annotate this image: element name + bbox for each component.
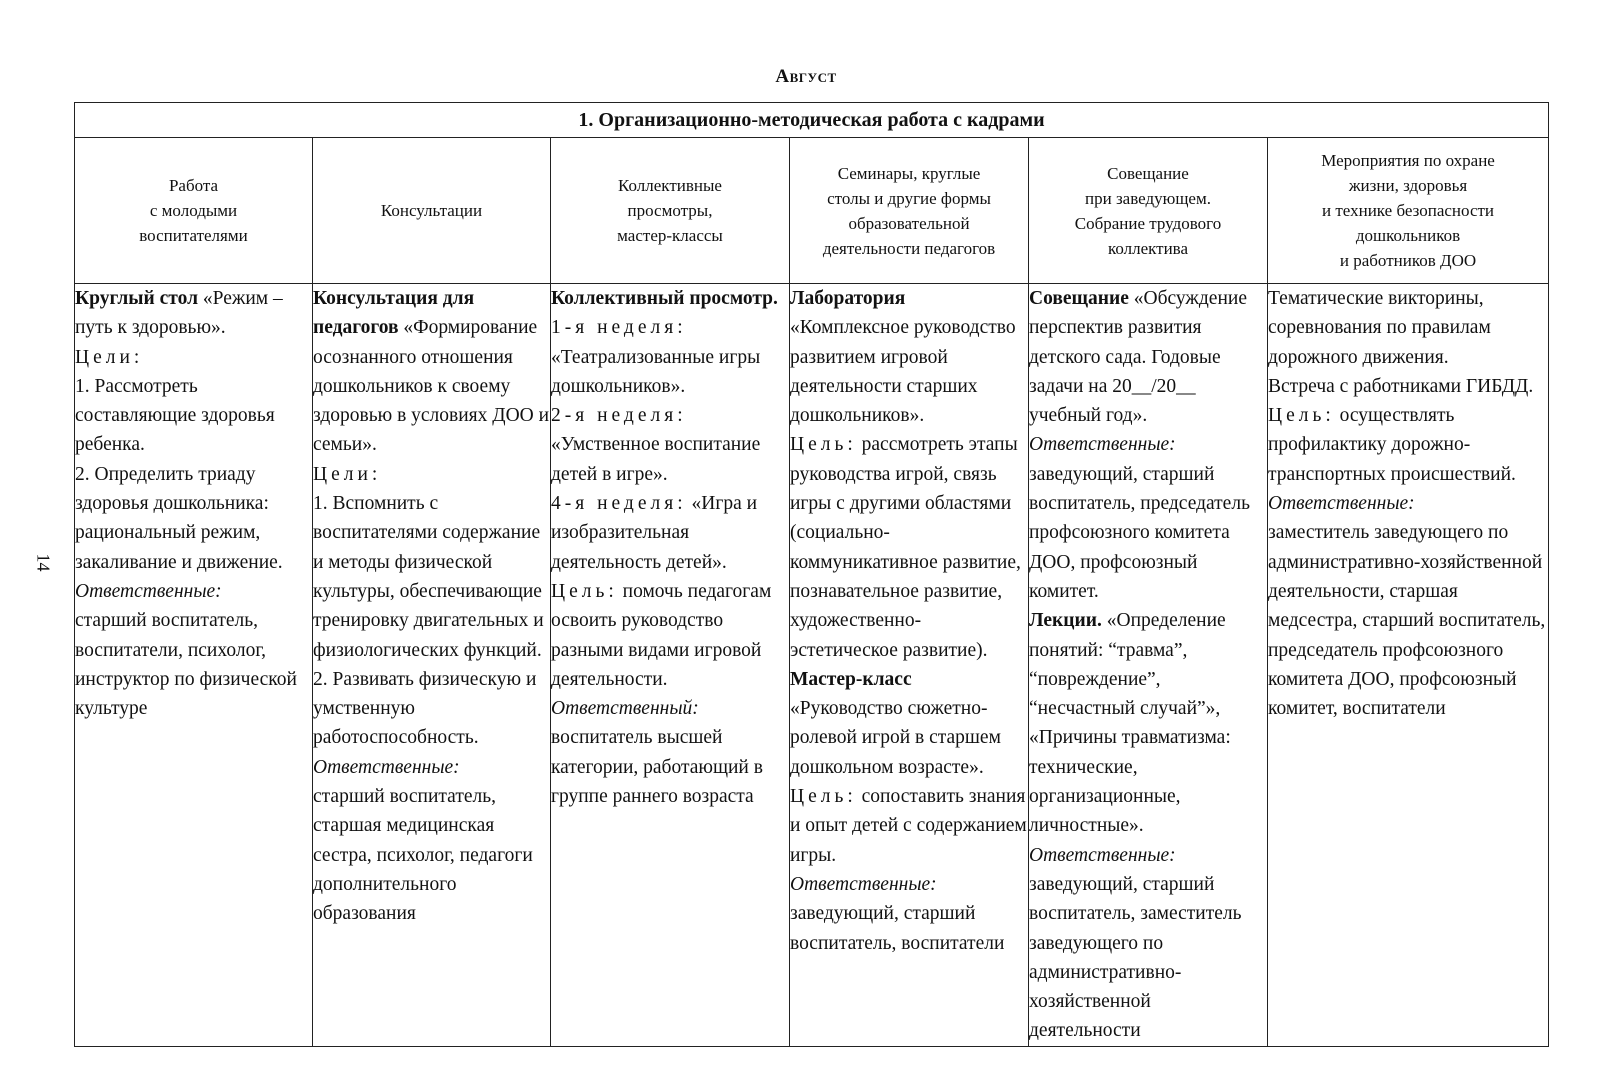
cell-safety: Тематические викторины, соревнования по правилам дорожного движения. Встреча с работниками ГИБДД. Цель: осуществлять профилактику дорожно-транспортных происшествий. Ответственные: заместитель заведующего по административно-хозяйственной деятельности, старшая медсестра, старший воспитатель, председатель профсоюзного комитета ДОО, профсоюзный комитет, воспитатели: [1268, 284, 1549, 1047]
header-consultations: Консультации: [313, 138, 551, 284]
header-meeting: Совещание при заведующем. Собрание трудового коллектива: [1029, 138, 1268, 284]
cell-seminars: Лаборатория «Комплексное руководство развитием игровой деятельности старших дошкольников». Цель: рассмотреть этапы руководства игрой, связь игры с другими областями (социально-коммуникативное развитие, познавательное развитие, художественно-эстетическое развитие). Мастер-класс «Руководство сюжетно-ролевой игрой в старшем дошкольном возрасте». Цель: сопоставить знания и опыт детей с содержанием игры. Ответственные: заведующий, старший воспитатель, воспитатели: [790, 284, 1029, 1047]
header-collective-viewings: Коллективные просмотры, мастер-классы: [551, 138, 790, 284]
header-safety: Мероприятия по охране жизни, здоровья и технике безопасности дошкольников и работников ДОО: [1268, 138, 1549, 284]
content-row: [75, 284, 1549, 1047]
header-seminars: Семинары, круглые столы и другие формы образовательной деятельности педагогов: [790, 138, 1029, 284]
header-row: [75, 138, 1549, 284]
section-title: 1. Организационно-методическая работа с кадрами: [75, 103, 1549, 138]
cell-young-teachers: Круглый стол «Режим – путь к здоровью». Цели: 1. Рассмотреть составляющие здоровья ребенка. 2. Определить триаду здоровья дошкольника: рациональный режим, закаливание и движение. Ответственные: старший воспитатель, воспитатели, психолог, инструктор по физической культуре: [75, 284, 313, 1047]
plan-table: [74, 102, 1549, 1047]
cell-collective-viewings: Коллективный просмотр. 1-я неделя: «Театрализованные игры дошкольников». 2-я неделя: «Умственное воспитание детей в игре». 4-я неделя: «Игра и изобразительная деятельность детей». Цель: помочь педагогам освоить руководство разными видами игровой деятельности. Ответственный: воспитатель высшей категории, работающий в группе раннего возраста: [551, 284, 790, 1047]
header-young-teachers: Работа с молодыми воспитателями: [75, 138, 313, 284]
page-title: Август: [775, 66, 837, 87]
page-number: 14: [33, 553, 54, 572]
section-row: [75, 103, 1549, 138]
cell-consultations: Консультация для педагогов «Формирование осознанного отношения дошкольников к своему здоровью в условиях ДОО и семьи». Цели: 1. Вспомнить с воспитателями содержание и методы физической культуры, обеспечивающие тренировку двигательных и физиологических функций. 2. Развивать физическую и умственную работоспособность. Ответственные: старший воспитатель, старшая медицинская сестра, психолог, педагоги дополнительного образования: [313, 284, 551, 1047]
cell-meeting: Совещание «Обсуждение перспектив развития детского сада. Годовые задачи на 20__/20__ учебный год». Ответственные: заведующий, старший воспитатель, председатель профсоюзного комитета ДОО, профсоюзный комитет. Лекции. «Определение понятий: “травма”, “повреждение”, “несчастный случай”», «Причины травматизма: технические, организационные, личностные». Ответственные: заведующий, старший воспитатель, заместитель заведующего по административно-хозяйственной деятельности: [1029, 284, 1268, 1047]
